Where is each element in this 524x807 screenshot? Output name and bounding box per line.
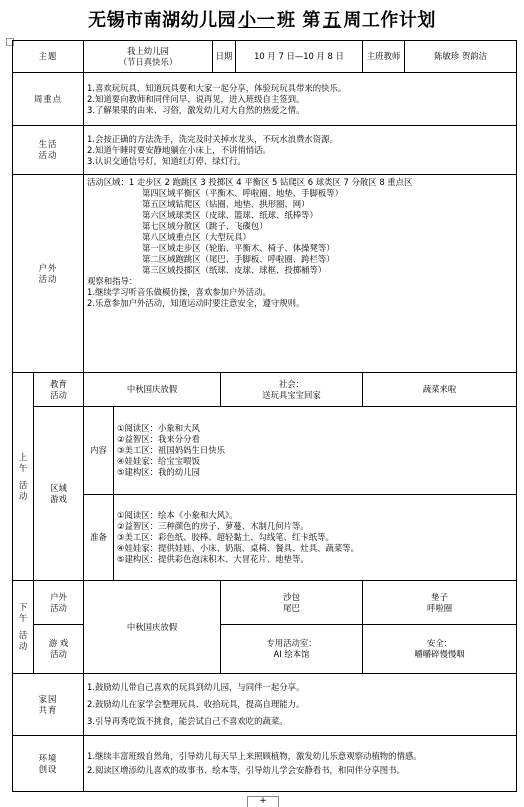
afternoon-label-char: 动 [18, 641, 28, 651]
list-item: 1.会按正确的方法洗手，洗完及时关掉水龙头，不玩水浪费水资源。 [87, 133, 338, 144]
pm-outdoor-item: 沙包 [283, 591, 300, 602]
class-name: 小一 [238, 10, 276, 31]
outdoor-label [13, 175, 84, 373]
outdoor-content [84, 175, 517, 373]
pm-outdoor-label [34, 581, 84, 625]
list-item: ②益智区：我来分分看 [117, 434, 200, 444]
zone-item: 第二区域跑跳区（尾巴、手脚板、呼啦圈、跨栏等） [142, 254, 335, 264]
edu-label-line2: 活动 [50, 389, 67, 400]
list-item: ②益智区：三种颜色的房子、萝蔓、木制几何片等。 [117, 521, 309, 531]
pm-safety-title: 安全： [426, 638, 453, 648]
list-item: ④娃娃家：给宝宝喂饭 [117, 456, 200, 466]
theme-title: 我上幼儿园 [127, 45, 169, 56]
pm-outdoor-label-line2: 活动 [50, 602, 67, 613]
zone-item: 第三区域投掷区（纸球、皮球、球框、投掷桶等） [142, 265, 327, 275]
outdoor-label-line2: 活动 [38, 273, 58, 284]
list-item: ③美工区：祖国妈妈生日快乐 [117, 445, 226, 455]
list-item: 1.鼓励幼儿带自己喜欢的玩具到幼儿园，与同伴一起分享。 [87, 682, 305, 692]
zone-item: 第八区域重点区（大型玩具） [142, 232, 251, 242]
environment-content [84, 736, 517, 792]
content-cell [114, 407, 517, 495]
morning-label-char: 动 [18, 490, 28, 501]
edu-label-line1: 教育 [50, 378, 67, 389]
afternoon-label-char: 下 [18, 602, 28, 612]
focus-label: 周重点 [13, 73, 84, 126]
list-item: 3.认识交通信号灯，知道红灯停、绿灯行。 [87, 155, 246, 166]
area-content-row [13, 407, 517, 495]
list-item: 2.鼓励幼儿在家学会整理玩具、收拾玩具，提高自理能力。 [87, 699, 305, 709]
family-label [13, 674, 84, 736]
list-item: 2.知道午睡时要安静地躺在小床上，不讲悄悄话。 [87, 144, 271, 155]
environment-row [13, 736, 517, 792]
prep-cell [114, 495, 517, 581]
life-row [13, 126, 517, 175]
focus-content [84, 73, 517, 126]
afternoon-label-char: 午 [18, 613, 28, 623]
theme-subtitle: （节日真快乐） [118, 56, 178, 67]
prep-label: 准备 [84, 495, 114, 581]
guide-title: 观察和指导： [87, 276, 138, 286]
header-row [13, 41, 517, 73]
edu-label [34, 373, 84, 407]
pm-outdoor-item: 尾巴 [283, 602, 300, 613]
list-item: 1.继续丰富班级自然角，引导幼儿每天早上来照顾植物，激发幼儿乐意观察动植物的情感。 [87, 751, 422, 761]
weekly-plan-table [12, 40, 517, 792]
afternoon-label [13, 581, 34, 674]
pm-game-label [34, 625, 84, 674]
pm-game-label-line2: 活动 [50, 649, 67, 659]
morning-label [13, 373, 34, 581]
life-label-line2: 活动 [38, 150, 58, 160]
edu-col-vegetables: 蔬菜来啦 [363, 373, 517, 407]
edu-col-social [221, 373, 363, 407]
focus-row [13, 73, 517, 126]
list-item: 1.继续学习听音乐做模仿操，喜欢参加户外活动。 [87, 287, 271, 297]
area-label-line2: 游戏 [50, 493, 67, 504]
list-item: 2.乐意参加户外活动，知道运动时要注意安全，遵守规则。 [87, 298, 305, 308]
teacher-value: 陈敏珍 贺韵洁 [405, 41, 517, 73]
pm-outdoor-item: 垫子 [431, 591, 448, 602]
environment-label-line2: 创设 [38, 763, 58, 774]
zone-item: 第五区域钻爬区（钻圈、地垫、拱形圈、网） [142, 199, 310, 209]
list-item: 3.引导再秀吃饭不挑食，能尝试自己不喜欢吃的蔬菜。 [87, 716, 288, 726]
morning-label-char: 上 [18, 451, 28, 462]
edu-col-holiday: 中秋国庆放假 [84, 373, 221, 407]
list-item: ①阅读区：绘本《小象和大风》。 [117, 510, 238, 520]
outdoor-row [13, 175, 517, 373]
pm-game-col2 [221, 625, 363, 674]
morning-label-char: 午 [18, 462, 28, 473]
list-item: ①阅读区：小象和大风 [117, 423, 200, 433]
list-item: 2.阅读区增添幼儿喜欢的故事书、绘本等，引导幼儿学会安静看书，和同伴分享图书。 [87, 765, 405, 775]
pm-safety-topic: 嚼嚼碎慢慢咽 [414, 649, 465, 659]
title-mid: 班 第 [277, 10, 321, 31]
pm-holiday: 中秋国庆放假 [84, 581, 221, 674]
family-label-line1: 家园 [38, 693, 58, 704]
life-content [84, 126, 517, 175]
list-item: ⑤建构区：我的幼儿园 [117, 467, 200, 477]
list-item: 2.知道要向教师和同伴问早、说再见，进入班级自主签到。 [87, 93, 305, 104]
family-label-line2: 共育 [38, 704, 58, 715]
pm-game-label-line1: 游 戏 [48, 638, 69, 648]
page-title [0, 6, 524, 36]
school-name: 无锡市南湖幼儿园 [88, 10, 237, 31]
content-label: 内容 [84, 407, 114, 495]
morning-label-char: 活 [18, 479, 28, 490]
environment-label-line1: 环境 [38, 752, 58, 763]
life-label [13, 126, 84, 175]
teacher-label: 主班教师 [363, 41, 405, 73]
list-item: 1.喜欢玩玩具，知道玩具要和大家一起分享，体验玩玩具带来的快乐。 [87, 82, 347, 93]
list-item: ④娃娃家：提供娃娃、小床、奶瓶、桌椅、餐具、灶具、蔬菜等。 [117, 543, 360, 553]
list-item: ③美工区：彩色纸、胶棒、超轻黏土、勾线笔、红卡纸等。 [117, 532, 334, 542]
edu-col-social-title: 社会： [278, 378, 305, 389]
zone-item: 第一区域走步区（轮胎、平衡木、椅子、体操凳等） [142, 243, 335, 253]
family-row [13, 674, 517, 736]
area-prep-row [13, 495, 517, 581]
title-suffix: 周工作计划 [343, 10, 436, 31]
edu-col-social-topic: 送玩具宝宝回家 [262, 389, 321, 400]
pm-game-col3 [363, 625, 517, 674]
morning-edu-row [13, 373, 517, 407]
outdoor-label-line1: 户外 [38, 262, 58, 273]
week-number: 五 [322, 10, 342, 31]
area-game-label [34, 407, 84, 581]
date-label: 日期 [213, 41, 236, 73]
list-item: ⑤建构区：提供彩色泡沫积木、大冒花片、地垫等。 [117, 554, 309, 564]
areas-line: 活动区域：1 走步区 2 跑跳区 3 投掷区 4 平衡区 5 钻爬区 6 球类区 7 分散区 8 重点区 [87, 177, 413, 187]
date-value: 10 月 7 日—10 月 8 日 [236, 41, 363, 73]
afternoon-label-char: 活 [18, 630, 28, 640]
area-label-line1: 区域 [50, 482, 67, 493]
zone-item: 第六区域球类区（皮球、篮球、纸球、纸棒等） [142, 210, 318, 220]
theme-label: 主题 [13, 41, 84, 73]
life-label-line1: 生活 [38, 139, 58, 149]
pm-outdoor-col2 [221, 581, 363, 625]
pm-game-title: 专用活动室： [266, 638, 317, 648]
pm-outdoor-col3 [363, 581, 517, 625]
theme-value [84, 41, 213, 73]
environment-label [13, 736, 84, 792]
add-row-button[interactable]: + [247, 796, 279, 807]
zone-item: 第四区域平衡区（平衡木、呼啦圈、地垫、手脚板等） [142, 188, 343, 198]
family-content [84, 674, 517, 736]
pm-outdoor-item: 呼啦圈 [426, 602, 453, 613]
afternoon-outdoor-row [13, 581, 517, 625]
list-item: 3.了解果果的由来、习俗，激发幼儿对大自然的热爱之情。 [87, 104, 305, 115]
pm-outdoor-label-line1: 户外 [50, 591, 67, 602]
pm-game-topic: AI 绘本馆 [273, 649, 310, 659]
zone-item: 第七区域分散区（跳子、飞碟包） [142, 221, 268, 231]
